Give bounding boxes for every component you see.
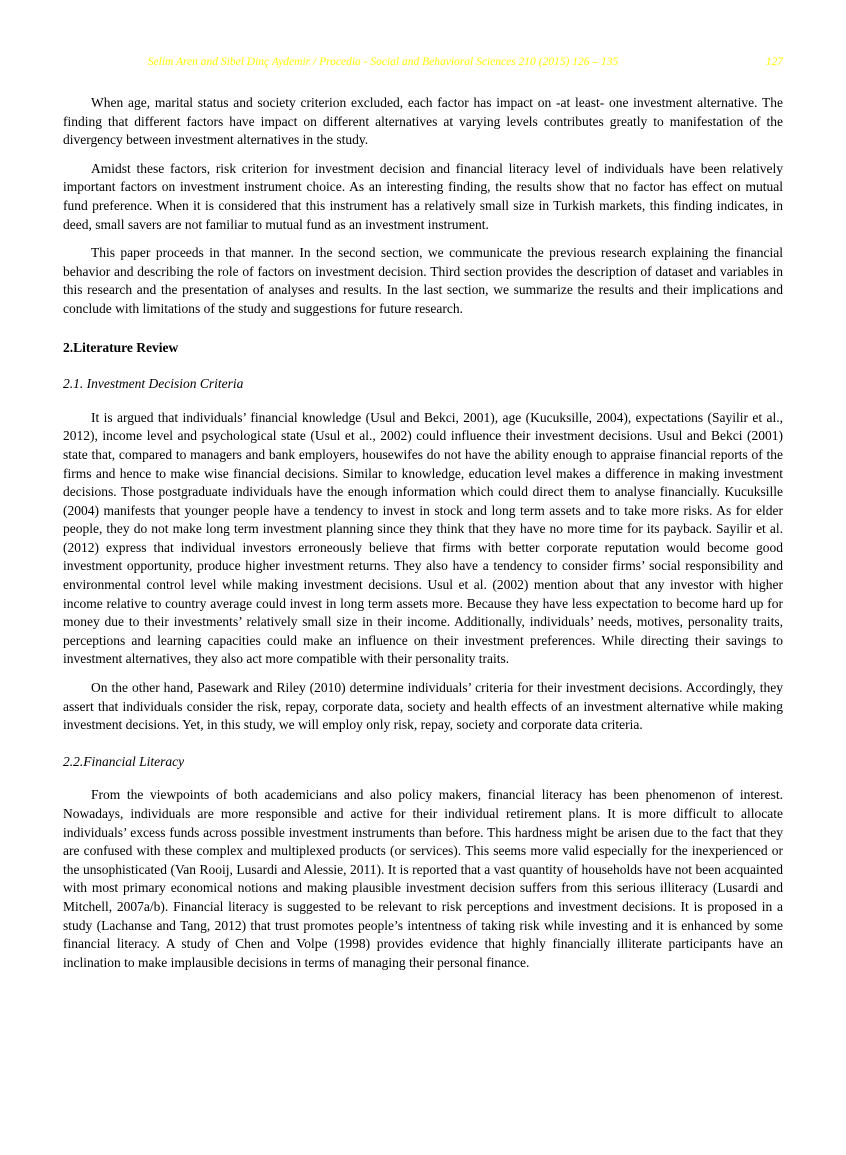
intro-paragraph-2: Amidst these factors, risk criterion for investment decision and financial literacy level of individuals have been relatively important factors on investment instrument choice. As an interesting finding, the results show that no factor has effect on mutual fund preference. When it is considered that this instrument has a relatively small size in Turkish markets, this finding indicates, in deed, small savers are not familiar to mutual fund as an investment instrument. [63,160,783,232]
running-header-citation: Selim Aren and Sibel Dinç Aydemir / Procedia - Social and Behavioral Sciences 210 (2015) 126 – 135 [147,56,619,68]
running-header [63,56,783,72]
subsection-heading-investment-decision-criteria: 2.1. Investment Decision Criteria [63,376,244,392]
investment-decision-criteria-paragraph-1: It is argued that individuals’ financial knowledge (Usul and Bekci, 2001), age (Kucuksille, 2004), expectations (Sayilir et al., 2012), income level and psychological state (Usul et al., 2002) could influence their investment decisions. Usul and Bekci (2001) state that, compared to managers and bank employers, housewifes do not have the ability enough to appraise financial reports of the firms and hence to make wise financial decisions. Similar to knowledge, education level makes a difference in making investment decisions. Those postgraduate individuals have the enough information which could direct them to analyse financially. Kucuksille (2004) manifests that younger people have a tendency to invest in stock and long term assets and to take more risks. As for elder people, they do not make long term investment planning since they think that they have no more time for its payback. Sayilir et al. (2012) express that individual investors erroneously believe that firms with better corporate reputation would become good investment opportunity, produce higher investment returns. They also have a tendency to consider firms’ social responsibility and environmental control level while making investment decisions. Usul et al. (2002) mention about that any investor with higher income relative to country average could invest in long term assets more. Because they have less expectation to become hard up for money due to their investments’ relatively small size in their income. Additionally, individuals’ needs, motives, personality traits, perceptions and learning capacities could make an influence on their investment preferences. While directing their savings to investment alternatives, they also act more compatible with their personality traits. [63,409,783,667]
subsection-heading-financial-literacy: 2.2.Financial Literacy [63,753,185,769]
page-number: 127 [765,56,783,68]
intro-paragraph-1: When age, marital status and society criterion excluded, each factor has impact on -at least- one investment alternative. The finding that different factors have impact on different alternatives at varying levels contributes greatly to manifestation of the divergency between investment alternatives in the study. [63,95,783,148]
page-body [63,94,783,982]
section-heading-literature-review: 2.Literature Review [63,339,179,355]
investment-decision-criteria-paragraph-2: On the other hand, Pasewark and Riley (2010) determine individuals’ criteria for their investment decisions. Accordingly, they assert that individuals consider the risk, repay, corporate data, society and health effects of an investment alternative while making investment decisions. Yet, in this study, we will employ only risk, repay, society and corporate data criteria. [63,680,783,733]
financial-literacy-paragraph-1: From the viewpoints of both academicians and also policy makers, financial literacy has been phenomenon of interest. Nowadays, individuals are more responsible and active for their individual retirement plans. It is more difficult to allocate individuals’ excess funds across possible investment instruments than before. This hardness might be arisen due to the fact that they are confused with these complex and multiplexed products (or services). This seems more valid especially for the inexperienced or the unsophisticated (Van Rooij, Lusardi and Alessie, 2011). It is reported that a vast quantity of households have not been acquainted with most primary economical notions and making plausible investment decision suffers from this serious illiteracy (Lusardi and Mitchell, 2007a/b). Financial literacy is suggested to be relevant to risk perceptions and investment decisions. It is proposed in a study (Lachanse and Tang, 2012) that trust promotes people’s intentness of taking risk while investing and it is enhanced by some financial literacy. A study of Chen and Volpe (1998) provides evidence that highly financially illiterate participants have an inclination to make implausible decisions in terms of managing their personal finance. [63,787,783,970]
intro-paragraph-3: This paper proceeds in that manner. In the second section, we communicate the previous research explaining the financial behavior and describing the role of factors on investment decision. Third section provides the description of dataset and variables in this research and the presentation of analyses and results. In the last section, we summarize the results and their implications and conclude with limitations of the study and suggestions for future research. [63,245,783,316]
